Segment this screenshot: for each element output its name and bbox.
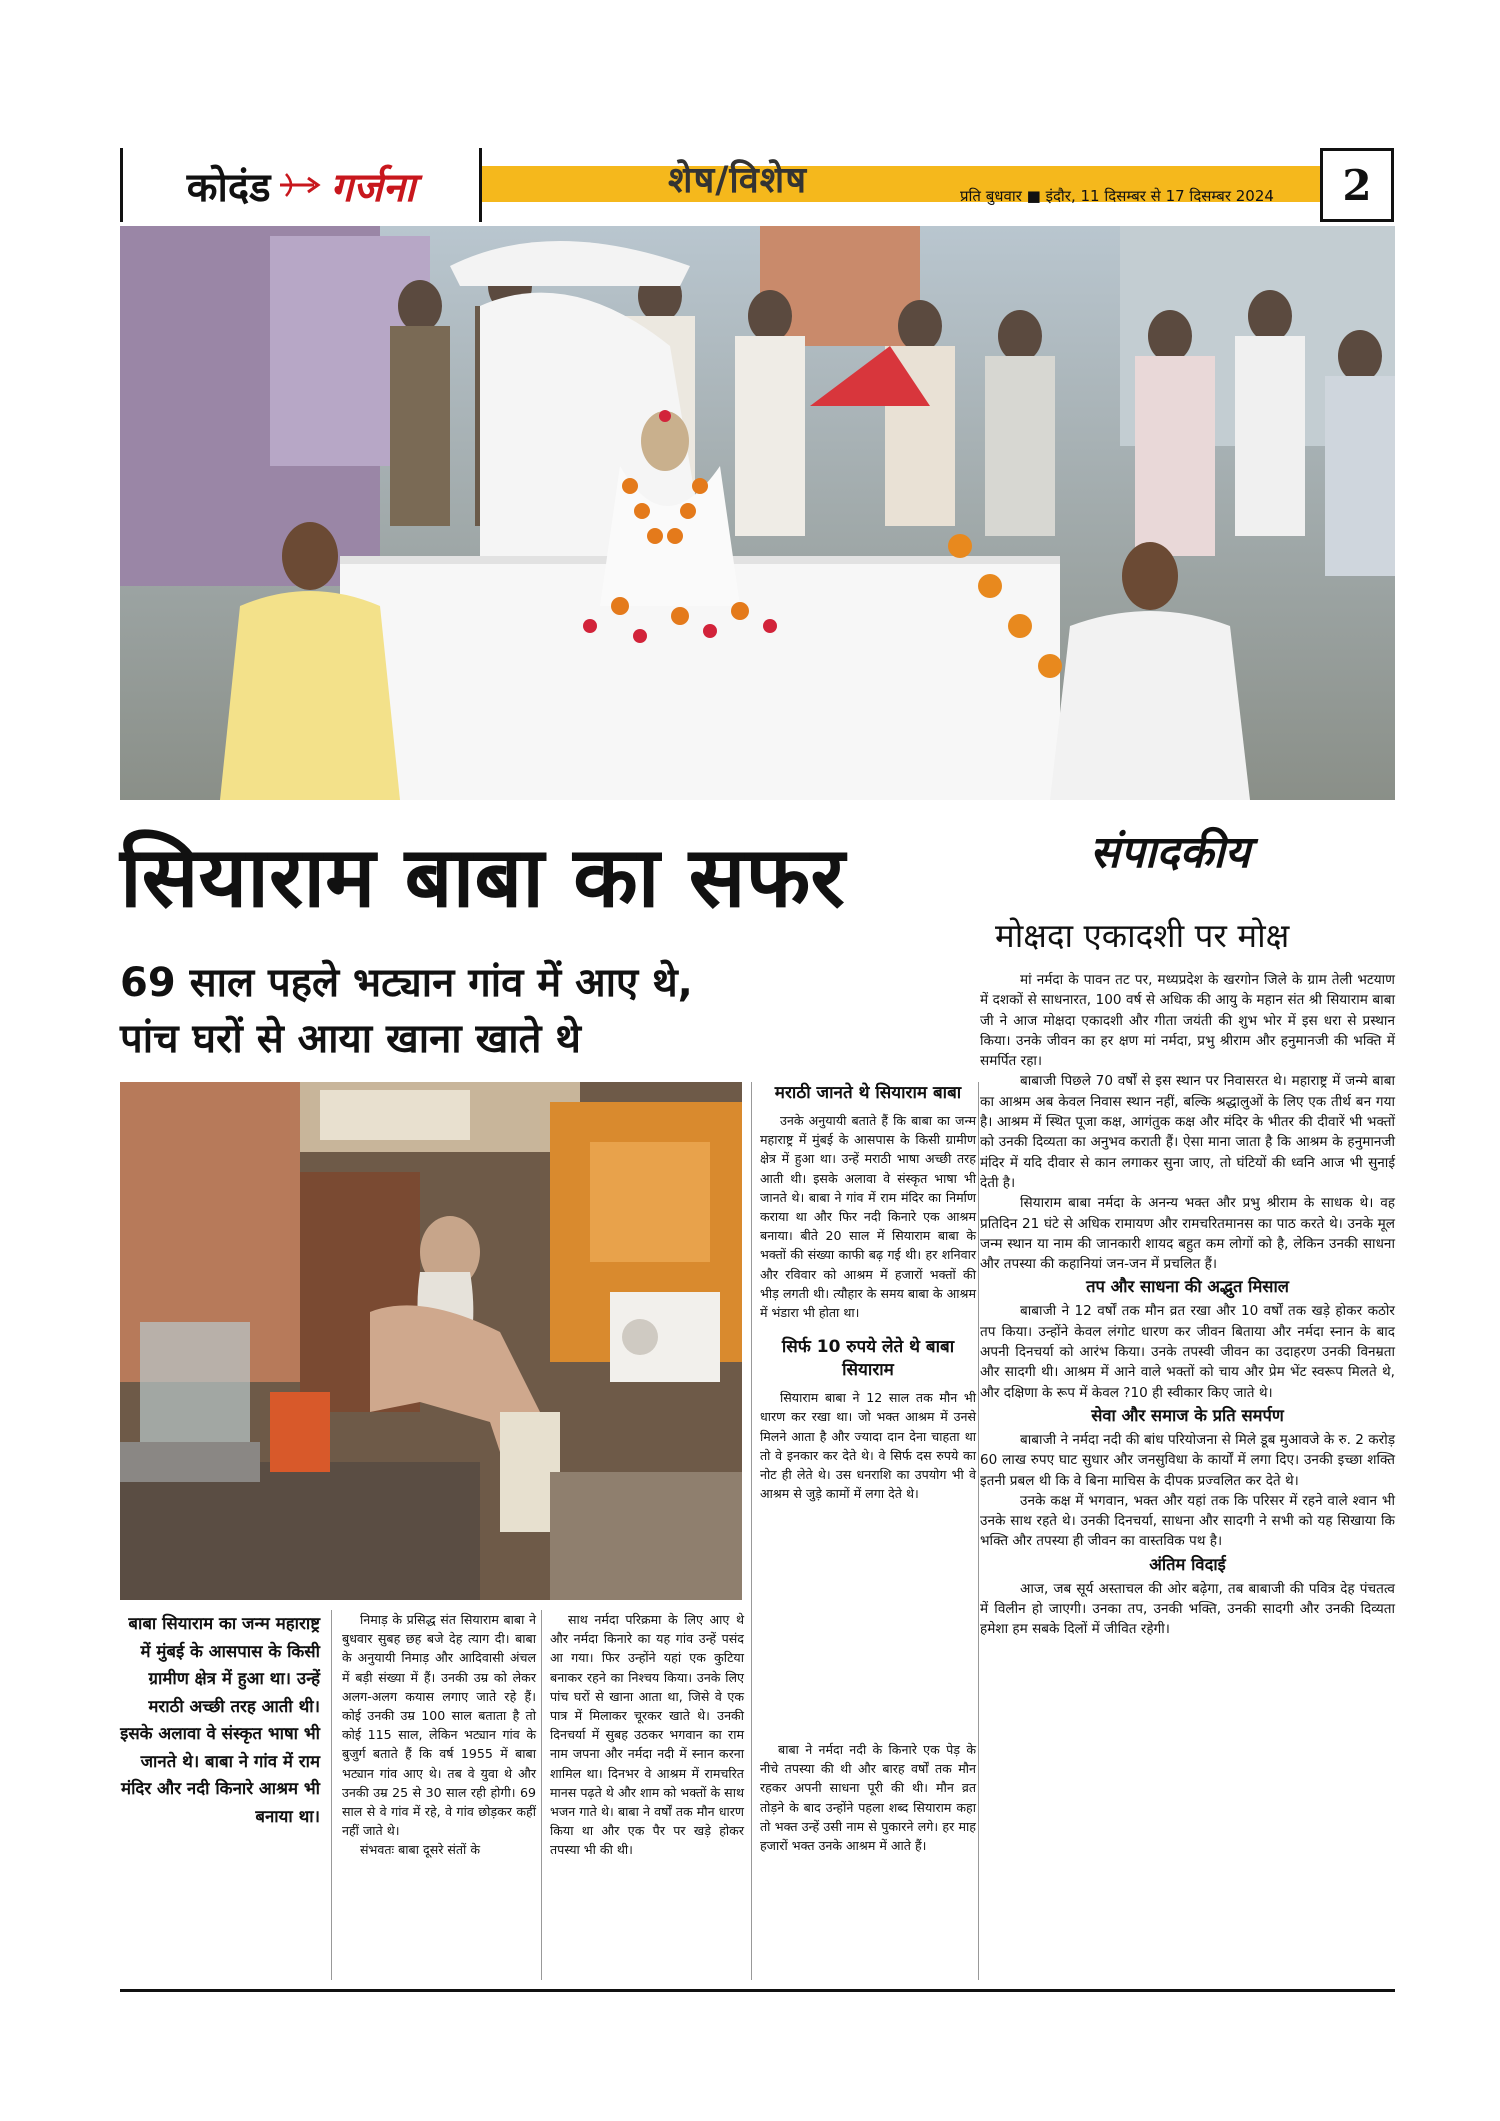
- editorial-paragraph: सियाराम बाबा नर्मदा के अनन्य भक्त और प्रभु श्रीराम के साधक थे। वह प्रतिदिन 21 घंटे से अधिक रामायण और रामचरितमानस का पाठ करते थे। उनके मूल जन्म स्थान या नाम की जानकारी शायद बहुत कम लोगों को है, लेकिन उनकी साधना और तपस्या की कहानियां जन-जन में प्रचलित हैं।: [980, 1195, 1395, 1273]
- side-subheading: सिर्फ 10 रुपये लेते थे बाबा सियाराम: [781, 1337, 955, 1381]
- article-column-3: [760, 1740, 976, 1855]
- column-divider: [751, 1082, 752, 1980]
- newspaper-logo: [120, 148, 482, 222]
- article-column-2: [550, 1610, 744, 1860]
- main-headline: सियाराम बाबा का सफर: [120, 828, 845, 926]
- editorial-title: मोक्षदा एकादशी पर मोक्ष: [995, 916, 1290, 955]
- editorial-subheading: सेवा और समाज के प्रति समर्पण: [1091, 1405, 1284, 1425]
- deck-line-2: पांच घरों से आया खाना खाते थे: [120, 1016, 581, 1062]
- bottom-rule: [120, 1989, 1395, 1992]
- page-number: 2: [1320, 148, 1394, 222]
- editorial-subheading: तप और साधना की अद्भुत मिसाल: [1086, 1277, 1289, 1297]
- article-paragraph: बाबा ने नर्मदा नदी के किनारे एक पेड़ के नीचे तपस्या की थी और बारह वर्षों तक मौन रहकर अपनी साधना पूरी की थी। मौन व्रत तोड़ने के बाद उन्होंने पहला शब्द सियाराम कहा तो भक्त उन्हें उसी नाम से पुकारने लगे। हर माह हजारों भक्त उनके आश्रम में आते हैं।: [760, 1742, 976, 1854]
- editorial-body: [980, 970, 1395, 1640]
- baba-seated-photo: [120, 1082, 742, 1600]
- side-subheading: मराठी जानते थे सियाराम बाबा: [774, 1083, 962, 1103]
- editorial-paragraph: मां नर्मदा के पावन तट पर, मध्यप्रदेश के खरगोन जिले के ग्राम तेली भटयाण में दशकों से साधनारत, 100 वर्ष से अधिक की आयु के महान संत श्री सियाराम बाबा जी ने आज मोक्षदा एकादशी और गीता जयंती की शुभ भोर में इस धरा से प्रस्थान किया। उनके जीवन का हर क्षण मां नर्मदा, प्रभु श्रीराम और हनुमानजी की भक्ति में समर्पित रहा।: [980, 972, 1395, 1070]
- side-paragraph: उनके अनुयायी बताते हैं कि बाबा का जन्म महाराष्ट्र में मुंबई के आसपास के किसी ग्रामीण क्षेत्र में हुआ था। उन्हें मराठी भाषा अच्छी तरह आती थी। इसके अलावा वे संस्कृत भाषा भी जानते थे। बाबा ने गांव में राम मंदिर का निर्माण कराया था और फिर नदी किनारे एक आश्रम बनाया। बीते 20 साल में सियाराम बाबा के भक्तों की संख्या काफी बढ़ गई थी। हर शनिवार और रविवार को आश्रम में हजारों भक्तों की भीड़ लगती थी। त्यौहार के समय बाबा के आश्रम में भंडारा भी होता था।: [760, 1113, 976, 1321]
- pull-quote: बाबा सियाराम का जन्म महाराष्ट्र में मुंबई के आसपास के किसी ग्रामीण क्षेत्र में हुआ था। उन्हें मराठी अच्छी तरह आती थी। इसके अलावा वे संस्कृत भाषा भी जानते थे। बाबा ने गांव में राम मंदिर और नदी किनारे आश्रम भी बनाया था।: [120, 1613, 320, 1826]
- side-paragraph: सियाराम बाबा ने 12 साल तक मौन भी धारण कर रखा था। जो भक्त आश्रम में उनसे मिलने आता है और ज्यादा दान देना चाहता था तो वे इनकार कर देते थे। वे सिर्फ दस रुपये का नोट ही लेते थे। उस धनराशि का उपयोग भी वे आश्रम से जुड़े कामों में लगा देते थे।: [760, 1390, 976, 1502]
- bow-arrow-icon: [278, 172, 322, 198]
- deck-line-1: 69 साल पहले भट्यान गांव में आए थे,: [120, 960, 693, 1006]
- editorial-paragraph: बाबाजी ने नर्मदा नदी की बांध परियोजना से मिले डूब मुआवजे के रु. 2 करोड़ 60 लाख रुपए घाट सुधार और जनसुविधा के कार्यों में लगा दिए। उनकी इच्छा शक्ति इतनी प्रबल थी कि वे बिना माचिस के दीपक प्रज्वलित कर देते थे।: [980, 1431, 1395, 1489]
- editorial-paragraph: बाबाजी पिछले 70 वर्षों से इस स्थान पर निवासरत थे। महाराष्ट्र में जन्मे बाबा का आश्रम अब केवल निवास स्थान नहीं, बल्कि श्रद्धालुओं के लिए एक तीर्थ बन गया है। आश्रम में स्थित पूजा कक्ष, आगंतुक कक्ष और मंदिर के भीतर की दीवारें भी भक्तों को उनकी दिव्यता का अनुभव कराती हैं। ऐसा माना जाता है कि आश्रम के हनुमानजी मंदिर में यदि दीवार से कान लगाकर सुना जाए, तो घंटियों की ध्वनि आज भी सुनाई देती है।: [980, 1073, 1395, 1191]
- editorial-paragraph: बाबाजी ने 12 वर्षों तक मौन व्रत रखा और 10 वर्षों तक खड़े होकर कठोर तप किया। उन्होंने केवल लंगोट धारण कर जीवन बिताया और नर्मदा स्नान के बाद अपनी दिनचर्या को आरंभ किया। उनके तपस्वी जीवन का उदाहरण उनकी विनम्रता और सादगी थी। आश्रम में आने वाले भक्तों को चाय और प्रेम भेंट स्वरूप मिलते थे, और दक्षिणा के रूप में केवल ?10 ही स्वीकार किए जाते थे।: [980, 1303, 1395, 1401]
- column-divider: [978, 1082, 979, 1980]
- editorial-paragraph: आज, जब सूर्य अस्ताचल की ओर बढ़ेगा, तब बाबाजी की पवित्र देह पंचतत्व में विलीन हो जाएगी। उनका तप, उनकी भक्ति, उनकी सादगी और उनकी दिव्यता हमेशा हम सबके दिलों में जीवित रहेगी।: [980, 1580, 1395, 1638]
- column-divider: [541, 1610, 542, 1980]
- editorial-logo: संपादकीय: [1090, 827, 1251, 878]
- ceremony-photo-illustration: [120, 226, 1395, 800]
- editorial-paragraph: उनके कक्ष में भगवान, भक्त और यहां तक कि परिसर में रहने वाले श्वान भी उनके साथ रहते थे। उनकी दिनचर्या, साधना और सादगी ने सभी को यह सिखाया कि भक्ति और तपस्या ही जीवन का वास्तविक पथ है।: [980, 1492, 1395, 1550]
- side-column: [760, 1082, 976, 1503]
- section-label: शेष/विशेष: [668, 159, 808, 201]
- baba-photo-illustration: [120, 1082, 742, 1600]
- top-photo-ceremony: [120, 226, 1395, 800]
- dateline: प्रति बुधवार ■ इंदौर, 11 दिसम्बर से 17 दिसम्बर 2024: [960, 187, 1274, 205]
- article-paragraph: साथ नर्मदा परिक्रमा के लिए आए थे और नर्मदा किनारे का यह गांव उन्हें पसंद आ गया। फिर उन्होंने यहां एक कुटिया बनाकर रहने का निश्चय किया। उनके लिए पांच घरों से खाना आता था, जिसे वे एक पात्र में मिलाकर चूरकर खाते थे। उनकी दिनचर्या में सुबह उठकर भगवान का राम नाम जपना और नर्मदा नदी में स्नान करना शामिल था। दिनभर वे आश्रम में रामचरित मानस पढ़ते थे और शाम को भक्तों के साथ भजन गाते थे। बाबा ने वर्षों तक मौन धारण किया था और एक पैर पर खड़े होकर तपस्या भी की थी।: [550, 1612, 744, 1858]
- logo-word-garjana: गर्जना: [330, 163, 416, 211]
- column-divider: [331, 1610, 332, 1980]
- headline-deck: [120, 955, 970, 1067]
- logo-word-kodand: कोदंड: [186, 164, 271, 211]
- article-paragraph: निमाड़ के प्रसिद्ध संत सियाराम बाबा ने बुधवार सुबह छह बजे देह त्याग दी। बाबा के अनुयायी निमाड़ और आदिवासी अंचल में बड़ी संख्या में हैं। उनकी उम्र को लेकर अलग-अलग कयास लगाए जाते रहे हैं। कोई उनकी उम्र 100 साल बताता है तो कोई 115 साल, लेकिन भट्यान गांव के बुजुर्ग बताते हैं कि वर्ष 1955 में बाबा भट्यान गांव आए थे। तब वे युवा थे और उनकी उम्र 25 से 30 साल रही होगी। 69 साल से वे गांव में रहे, वे गांव छोड़कर कहीं नहीं जाते थे।: [342, 1612, 536, 1839]
- article-paragraph: संभवतः बाबा दूसरे संतों के: [360, 1842, 480, 1858]
- article-column-1: [342, 1610, 536, 1860]
- editorial-subheading: अंतिम विदाई: [1149, 1554, 1226, 1574]
- masthead: [120, 148, 1395, 222]
